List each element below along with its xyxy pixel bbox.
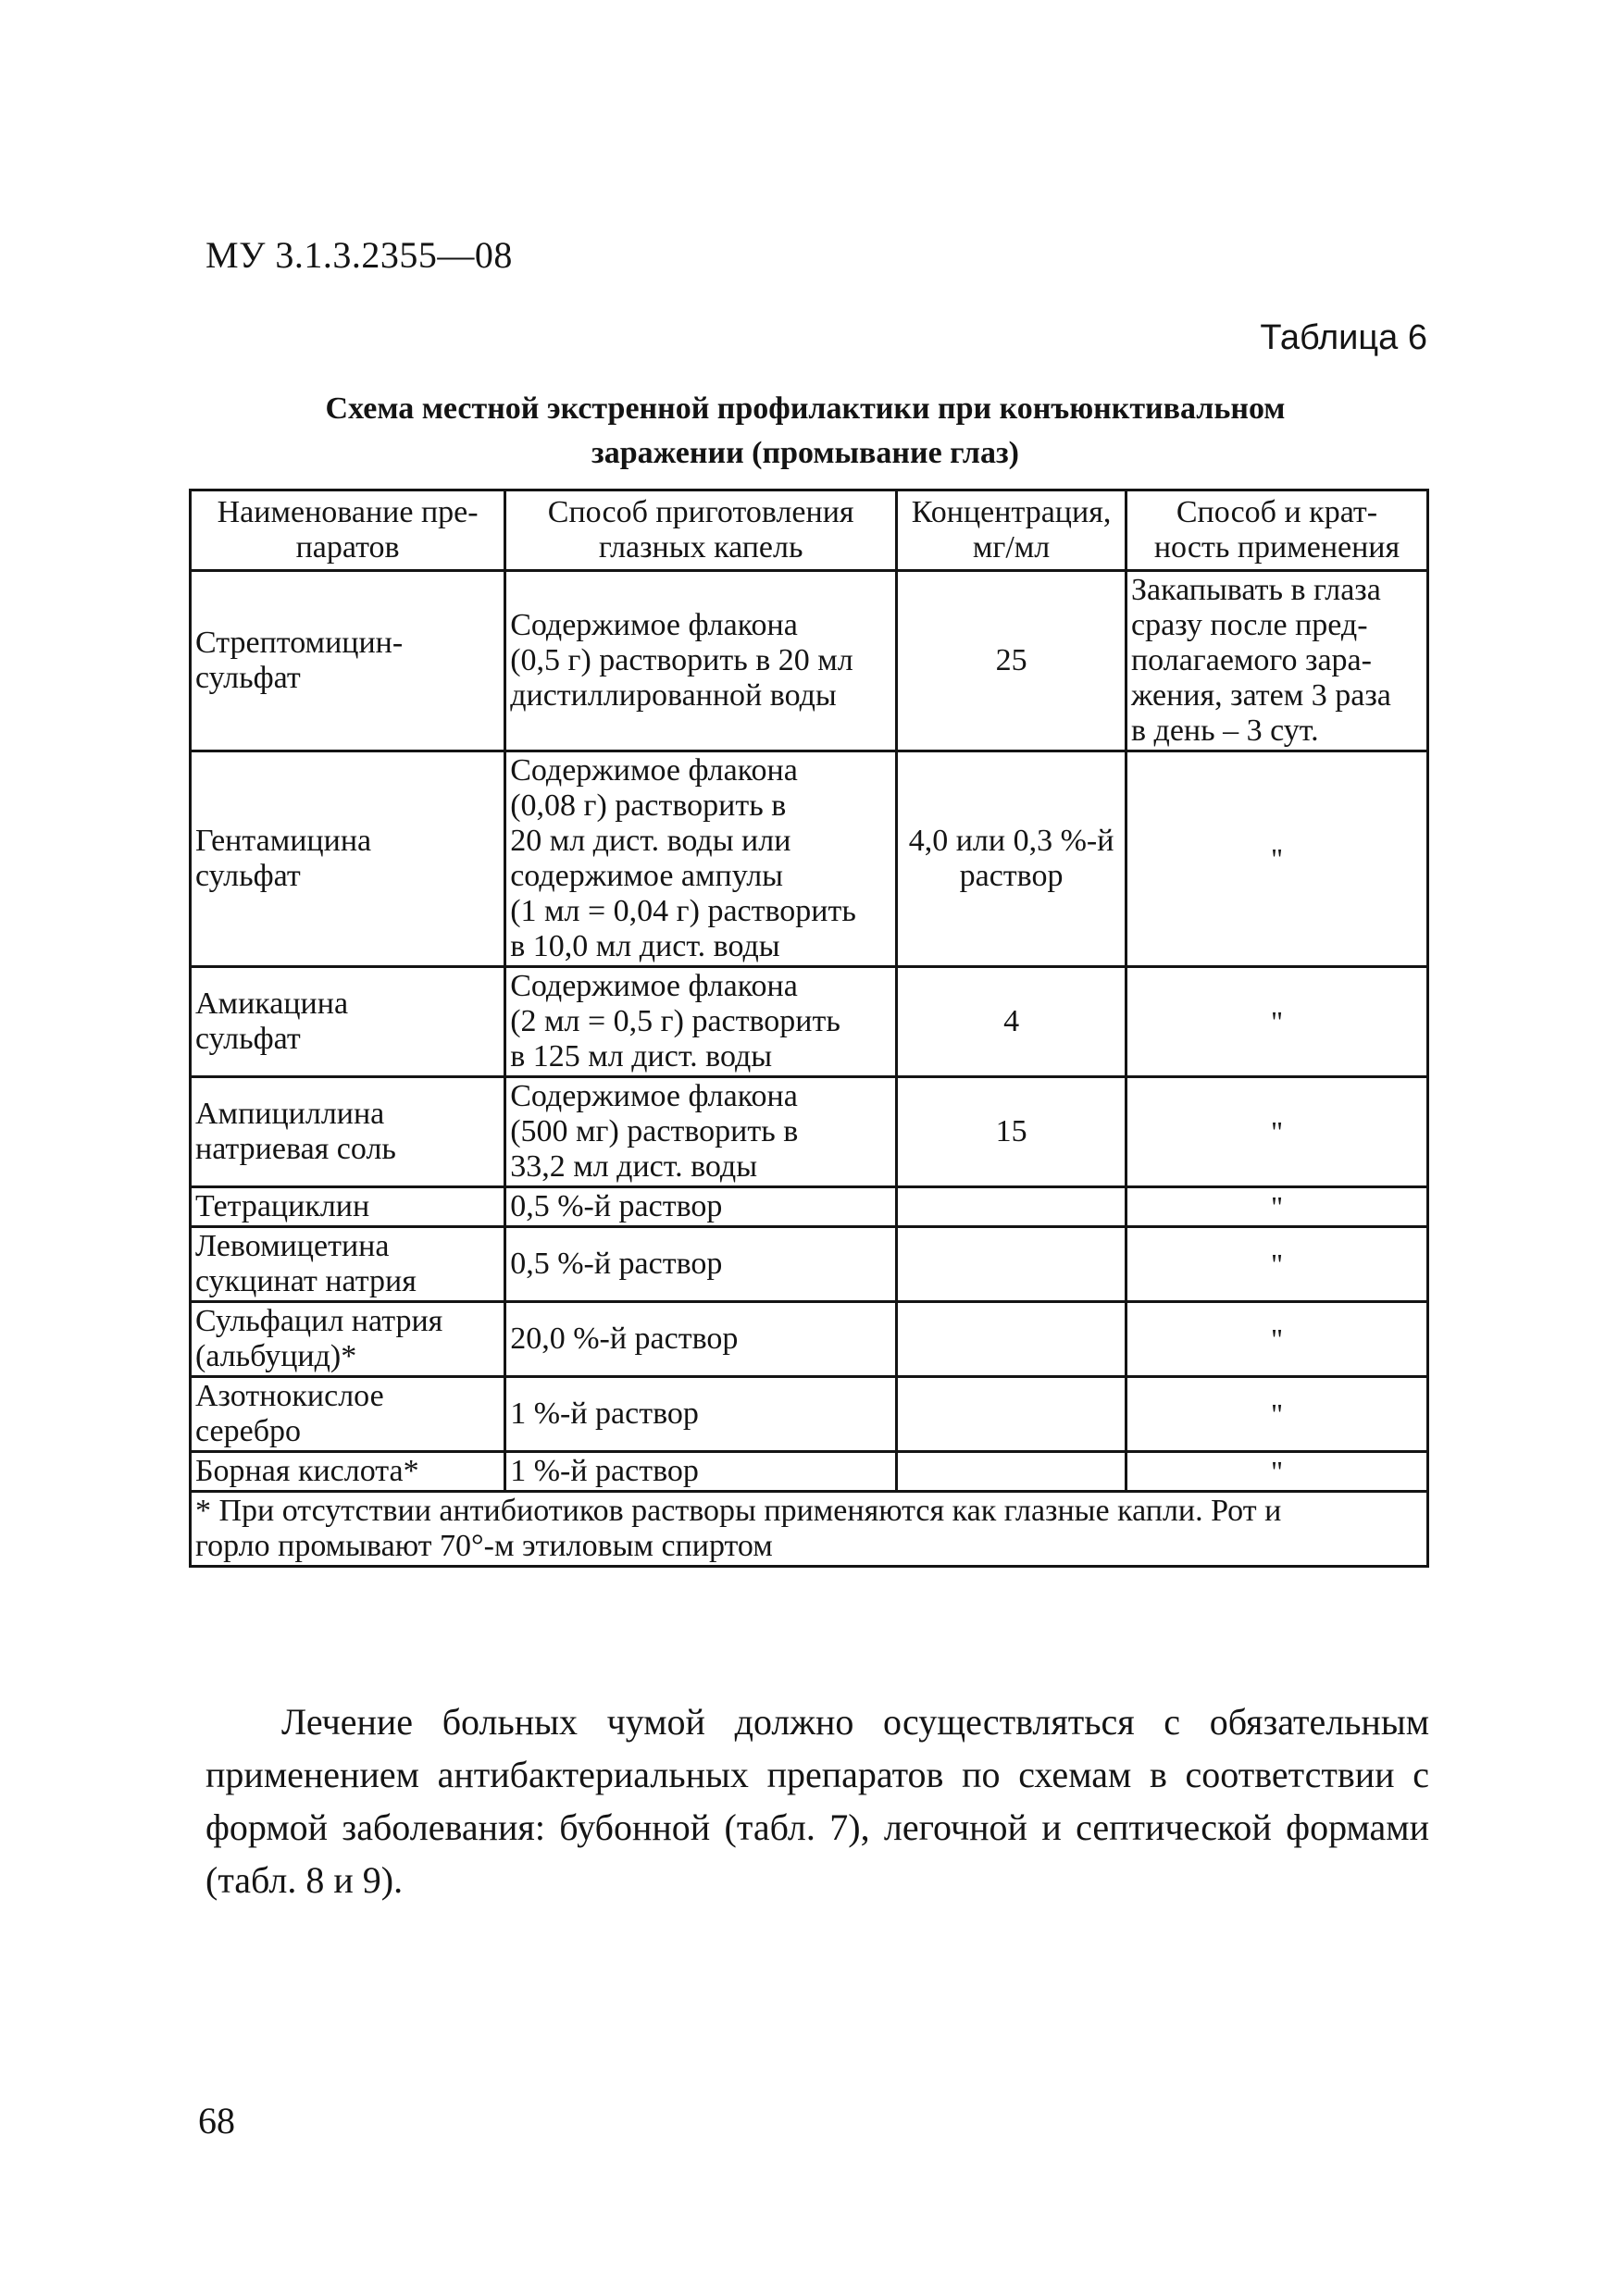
table-number: Таблица 6 bbox=[1260, 318, 1427, 357]
table-row bbox=[191, 967, 1428, 1077]
table-row bbox=[191, 751, 1428, 967]
concentration-cell: 4 bbox=[897, 967, 1126, 1077]
table-row bbox=[191, 1077, 1428, 1187]
usage-cell: " bbox=[1126, 1187, 1427, 1227]
footnote-cell: * При отсутствии антибиотиков растворы применяются как глазные капли. Рот и горло промывают 70°-м этиловым спиртом bbox=[191, 1492, 1428, 1567]
usage-cell: " bbox=[1126, 751, 1427, 967]
concentration-cell: 25 bbox=[897, 571, 1126, 751]
preparation-cell: 0,5 %-й раствор bbox=[505, 1187, 897, 1227]
concentration-cell bbox=[897, 1227, 1126, 1302]
table-title-line: заражении (промывание глаз) bbox=[591, 436, 1019, 470]
usage-cell: " bbox=[1126, 1077, 1427, 1187]
preparation-cell: 1 %-й раствор bbox=[505, 1452, 897, 1492]
header-concentration: Концентрация, мг/мл bbox=[897, 490, 1126, 571]
table-row bbox=[191, 1302, 1428, 1377]
drug-name-cell: Ампициллина натриевая соль bbox=[191, 1077, 505, 1187]
table-row bbox=[191, 571, 1428, 751]
header-preparation: Способ приготовления глазных капель bbox=[505, 490, 897, 571]
concentration-cell bbox=[897, 1377, 1126, 1452]
table-title bbox=[185, 387, 1425, 476]
drug-name-cell: Тетрациклин bbox=[191, 1187, 505, 1227]
table-title-line: Схема местной экстренной профилактики при конъюнктивальном bbox=[325, 391, 1286, 426]
header-usage: Способ и крат- ность применения bbox=[1126, 490, 1427, 571]
drug-name-cell: Сульфацил натрия (альбуцид)* bbox=[191, 1302, 505, 1377]
document-code: МУ 3.1.3.2355—08 bbox=[205, 234, 513, 276]
preparation-cell: 1 %-й раствор bbox=[505, 1377, 897, 1452]
concentration-cell bbox=[897, 1452, 1126, 1492]
drug-name-cell: Азотнокислое серебро bbox=[191, 1377, 505, 1452]
preparation-cell: 0,5 %-й раствор bbox=[505, 1227, 897, 1302]
concentration-cell bbox=[897, 1187, 1126, 1227]
concentration-cell: 15 bbox=[897, 1077, 1126, 1187]
drug-name-cell: Гентамицина сульфат bbox=[191, 751, 505, 967]
table-row bbox=[191, 1452, 1428, 1492]
drug-name-cell: Борная кислота* bbox=[191, 1452, 505, 1492]
preparation-cell: Содержимое флакона (500 мг) растворить в 33,2 мл дист. воды bbox=[505, 1077, 897, 1187]
usage-cell: " bbox=[1126, 967, 1427, 1077]
usage-cell: Закапывать в глаза сразу после пред- полагаемого зара- жения, затем 3 раза в день – 3 сут. bbox=[1126, 571, 1427, 751]
footnote-row bbox=[191, 1492, 1428, 1567]
concentration-cell: 4,0 или 0,3 %-й раствор bbox=[897, 751, 1126, 967]
preparation-cell: Содержимое флакона (2 мл = 0,5 г) растворить в 125 мл дист. воды bbox=[505, 967, 897, 1077]
usage-cell: " bbox=[1126, 1452, 1427, 1492]
preparation-cell: Содержимое флакона (0,5 г) растворить в 20 мл дистиллированной воды bbox=[505, 571, 897, 751]
preparation-cell: Содержимое флакона (0,08 г) растворить в 20 мл дист. воды или содержимое ампулы (1 мл = 0,04 г) растворить в 10,0 мл дист. воды bbox=[505, 751, 897, 967]
concentration-cell bbox=[897, 1302, 1126, 1377]
body-paragraph: Лечение больных чумой должно осуществляться с обязательным применением антибактериальных препаратов по схемам в соответствии с формой заболевания: бубонной (табл. 7), легочной и септической формами (табл. 8 и 9). bbox=[205, 1701, 1429, 1901]
usage-cell: " bbox=[1126, 1227, 1427, 1302]
preparation-cell: 20,0 %-й раствор bbox=[505, 1302, 897, 1377]
drug-name-cell: Стрептомицин- сульфат bbox=[191, 571, 505, 751]
drug-name-cell: Амикацина сульфат bbox=[191, 967, 505, 1077]
usage-cell: " bbox=[1126, 1302, 1427, 1377]
drug-name-cell: Левомицетина сукцинат натрия bbox=[191, 1227, 505, 1302]
prophylaxis-table bbox=[189, 489, 1429, 1568]
table-row bbox=[191, 1377, 1428, 1452]
table-row bbox=[191, 1187, 1428, 1227]
table-header-row bbox=[191, 490, 1428, 571]
header-drug-name: Наименование пре- паратов bbox=[191, 490, 505, 571]
page-number: 68 bbox=[198, 2100, 235, 2141]
table-row bbox=[191, 1227, 1428, 1302]
usage-cell: " bbox=[1126, 1377, 1427, 1452]
